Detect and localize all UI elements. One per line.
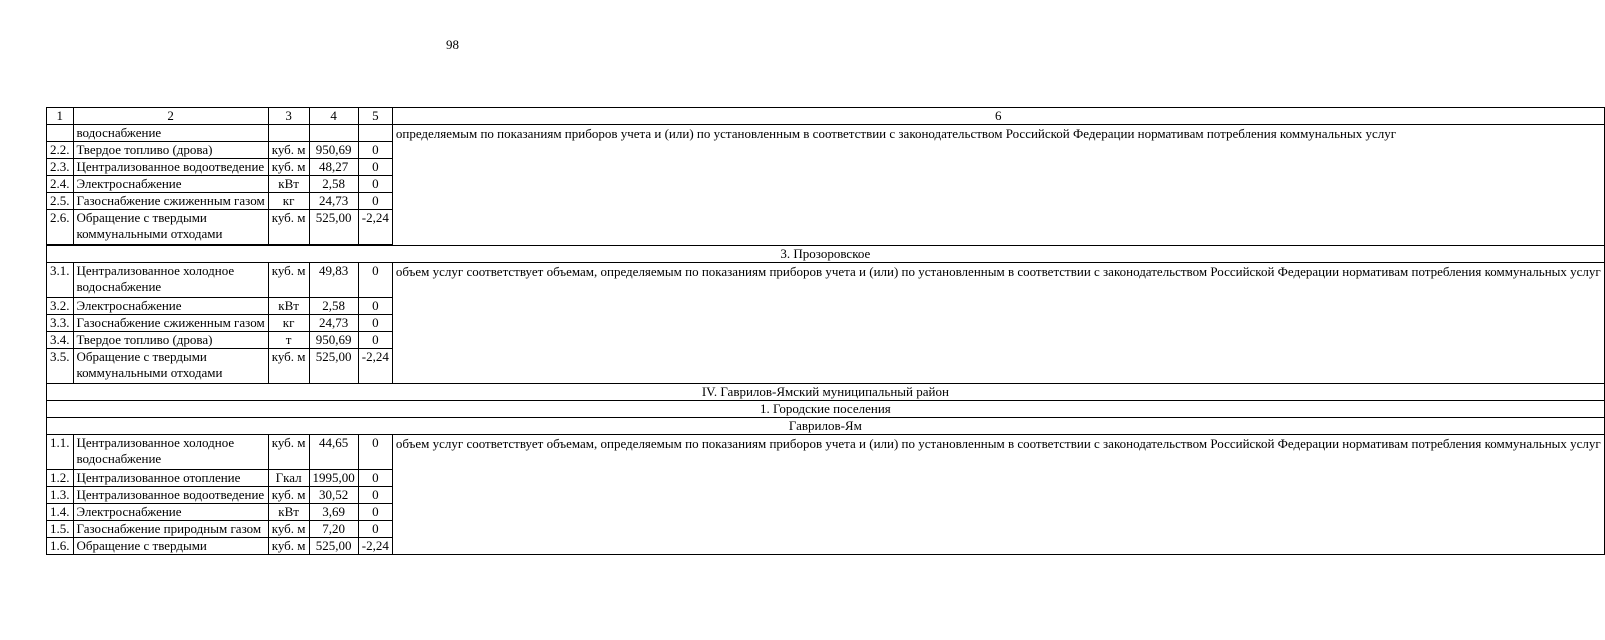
value: 30,52: [309, 487, 358, 504]
unit: Гкал: [268, 470, 309, 487]
page-number: 98: [446, 37, 459, 52]
service-name: Централизованное холодное водоснабжение: [73, 263, 268, 298]
unit: куб. м: [268, 349, 309, 384]
change: 0: [358, 521, 392, 538]
section-title-urban: 1. Городские поселения: [47, 401, 1605, 418]
change: 0: [358, 470, 392, 487]
unit: [268, 125, 309, 142]
note-cell: объем услуг соответствует объемам, определяемым по показаниям приборов учета и (или) по установленным в соответствии с законодательством Российской Федерации нормативам потребления коммунальных услуг: [392, 435, 1604, 555]
row-number: 2.3.: [47, 159, 74, 176]
section-row: [47, 246, 1605, 263]
service-name: Обращение с твердыми: [73, 538, 268, 555]
row-number: 2.2.: [47, 142, 74, 159]
unit: кг: [268, 193, 309, 210]
unit: куб. м: [268, 538, 309, 555]
row-number: [47, 125, 74, 142]
value: 525,00: [309, 538, 358, 555]
section-title-prozorovskoe: 3. Прозоровское: [47, 246, 1605, 263]
row-number: 3.3.: [47, 315, 74, 332]
header-cell: 4: [309, 108, 358, 125]
service-name: Централизованное отопление: [73, 470, 268, 487]
change: 0: [358, 159, 392, 176]
section-row: [47, 418, 1605, 435]
change: 0: [358, 298, 392, 315]
table-row: [47, 263, 1605, 298]
unit: куб. м: [268, 159, 309, 176]
unit: куб. м: [268, 487, 309, 504]
value: 44,65: [309, 435, 358, 470]
tariff-table: [46, 107, 1605, 555]
change: 0: [358, 263, 392, 298]
row-number: 3.2.: [47, 298, 74, 315]
section-title-town: Гаврилов-Ям: [47, 418, 1605, 435]
change: -2,24: [358, 210, 392, 245]
unit: куб. м: [268, 210, 309, 245]
value: 950,69: [309, 332, 358, 349]
service-name: Газоснабжение сжиженным газом: [73, 315, 268, 332]
row-number: 2.4.: [47, 176, 74, 193]
value: 24,73: [309, 315, 358, 332]
unit: куб. м: [268, 142, 309, 159]
header-cell: 6: [392, 108, 1604, 125]
row-number: 2.6.: [47, 210, 74, 245]
section-row: [47, 384, 1605, 401]
row-number: 3.4.: [47, 332, 74, 349]
unit: кг: [268, 315, 309, 332]
row-number: 1.6.: [47, 538, 74, 555]
value: 48,27: [309, 159, 358, 176]
value: 24,73: [309, 193, 358, 210]
row-number: 1.4.: [47, 504, 74, 521]
service-name: Централизованное водоотведение: [73, 159, 268, 176]
section-row: [47, 401, 1605, 418]
table-row: [47, 125, 1605, 142]
service-name: водоснабжение: [73, 125, 268, 142]
unit: куб. м: [268, 263, 309, 298]
note-cell: объем услуг соответствует объемам, определяемым по показаниям приборов учета и (или) по установленным в соответствии с законодательством Российской Федерации нормативам потребления коммунальных услуг: [392, 263, 1604, 384]
service-name: Газоснабжение сжиженным газом: [73, 193, 268, 210]
change: -2,24: [358, 538, 392, 555]
change: 0: [358, 332, 392, 349]
header-cell: 2: [73, 108, 268, 125]
row-number: 1.2.: [47, 470, 74, 487]
service-name: Централизованное холодное водоснабжение: [73, 435, 268, 470]
unit: кВт: [268, 176, 309, 193]
row-number: 2.5.: [47, 193, 74, 210]
row-number: 3.1.: [47, 263, 74, 298]
header-cell: 5: [358, 108, 392, 125]
service-name: Твердое топливо (дрова): [73, 142, 268, 159]
change: 0: [358, 142, 392, 159]
change: -2,24: [358, 349, 392, 384]
value: 2,58: [309, 176, 358, 193]
change: 0: [358, 487, 392, 504]
change: 0: [358, 504, 392, 521]
value: [309, 125, 358, 142]
value: 950,69: [309, 142, 358, 159]
section-title-district: IV. Гаврилов-Ямский муниципальный район: [47, 384, 1605, 401]
unit: куб. м: [268, 521, 309, 538]
service-name: Электроснабжение: [73, 176, 268, 193]
unit: кВт: [268, 504, 309, 521]
table-row: [47, 435, 1605, 470]
unit: т: [268, 332, 309, 349]
service-name: Обращение с твердыми коммунальными отходами: [73, 349, 268, 384]
service-name: Обращение с твердыми коммунальными отходами: [73, 210, 268, 245]
service-name: Централизованное водоотведение: [73, 487, 268, 504]
header-row: [47, 108, 1605, 125]
change: 0: [358, 315, 392, 332]
value: 3,69: [309, 504, 358, 521]
value: 2,58: [309, 298, 358, 315]
note-cell: определяемым по показаниям приборов учета и (или) по установленным в соответствии с законодательством Российской Федерации нормативам потребления коммунальных услуг: [392, 125, 1604, 246]
service-name: Газоснабжение природным газом: [73, 521, 268, 538]
change: 0: [358, 435, 392, 470]
value: 525,00: [309, 349, 358, 384]
row-number: 1.1.: [47, 435, 74, 470]
change: 0: [358, 176, 392, 193]
value: 525,00: [309, 210, 358, 245]
value: 1995,00: [309, 470, 358, 487]
service-name: Электроснабжение: [73, 504, 268, 521]
service-name: Электроснабжение: [73, 298, 268, 315]
unit: куб. м: [268, 435, 309, 470]
row-number: 1.5.: [47, 521, 74, 538]
unit: кВт: [268, 298, 309, 315]
service-name: Твердое топливо (дрова): [73, 332, 268, 349]
row-number: 3.5.: [47, 349, 74, 384]
change: 0: [358, 193, 392, 210]
header-cell: 1: [47, 108, 74, 125]
value: 7,20: [309, 521, 358, 538]
header-cell: 3: [268, 108, 309, 125]
change: [358, 125, 392, 142]
value: 49,83: [309, 263, 358, 298]
row-number: 1.3.: [47, 487, 74, 504]
